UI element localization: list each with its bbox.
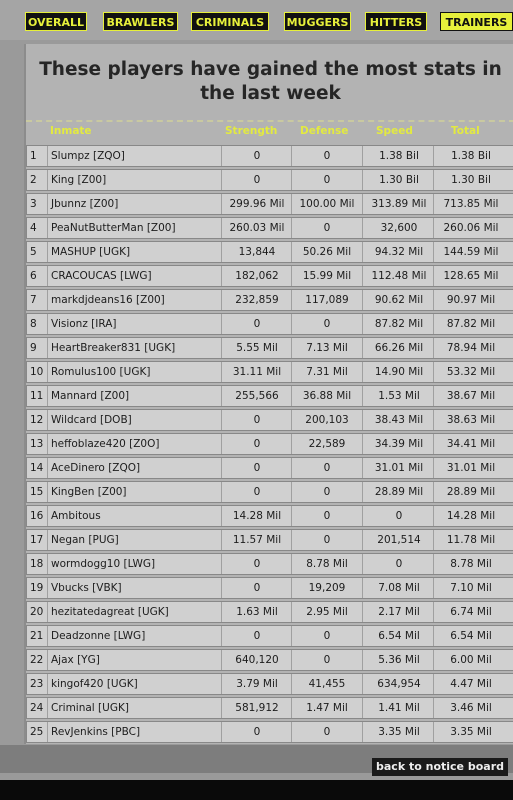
inmate-name[interactable]: Romulus100 [UGK] <box>51 366 151 378</box>
table-row <box>26 577 513 599</box>
column-divider <box>47 266 48 286</box>
inmate-name[interactable]: heffoblaze420 [Z0O] <box>51 438 160 450</box>
strength-cell: 0 <box>253 414 261 426</box>
strength-cell: 0 <box>253 486 261 498</box>
strength-cell: 11.57 Mil <box>232 534 282 546</box>
speed-cell: 94.32 Mil <box>374 246 424 258</box>
inmate-name[interactable]: Criminal [UGK] <box>51 702 129 714</box>
column-divider <box>221 506 222 526</box>
column-divider <box>47 458 48 478</box>
table-row <box>26 625 513 647</box>
inmate-name[interactable]: markdjdeans16 [Z00] <box>51 294 165 306</box>
inmate-name[interactable]: Visionz [IRA] <box>51 318 117 330</box>
defense-cell: 7.31 Mil <box>306 366 348 378</box>
rank-cell: 20 <box>30 606 44 618</box>
column-divider <box>47 578 48 598</box>
defense-cell: 0 <box>323 222 331 234</box>
inmate-name[interactable]: wormdogg10 [LWG] <box>51 558 156 570</box>
strength-cell: 299.96 Mil <box>229 198 285 210</box>
defense-cell: 0 <box>323 318 331 330</box>
total-cell: 34.41 Mil <box>446 438 496 450</box>
column-divider <box>221 458 222 478</box>
inmate-name[interactable]: Ambitous <box>51 510 101 522</box>
strength-cell: 640,120 <box>235 654 279 666</box>
defense-cell: 36.88 Mil <box>302 390 352 402</box>
table-row <box>26 241 513 263</box>
column-divider <box>47 290 48 310</box>
inmate-name[interactable]: Slumpz [ZQO] <box>51 150 125 162</box>
table-row <box>26 721 513 743</box>
column-divider <box>47 242 48 262</box>
defense-cell: 0 <box>323 462 331 474</box>
total-cell: 87.82 Mil <box>446 318 496 330</box>
total-cell: 3.46 Mil <box>450 702 492 714</box>
table-row <box>26 601 513 623</box>
tab-criminals[interactable]: CRIMINALS <box>191 12 269 31</box>
speed-cell: 201,514 <box>377 534 421 546</box>
table-row <box>26 673 513 695</box>
strength-cell: 3.79 Mil <box>236 678 278 690</box>
defense-cell: 2.95 Mil <box>306 606 348 618</box>
column-divider <box>221 290 222 310</box>
column-divider <box>221 266 222 286</box>
table-row <box>26 529 513 551</box>
column-divider <box>47 602 48 622</box>
column-divider <box>47 194 48 214</box>
defense-cell: 0 <box>323 486 331 498</box>
column-divider <box>362 530 363 550</box>
column-divider <box>362 194 363 214</box>
speed-cell: 14.90 Mil <box>374 366 424 378</box>
strength-cell: 0 <box>253 150 261 162</box>
inmate-name[interactable]: kingof420 [UGK] <box>51 678 138 690</box>
column-divider <box>221 410 222 430</box>
speed-cell: 1.53 Mil <box>378 390 420 402</box>
column-divider <box>362 410 363 430</box>
table-row <box>26 481 513 503</box>
speed-cell: 90.62 Mil <box>374 294 424 306</box>
column-divider <box>362 698 363 718</box>
strength-cell: 0 <box>253 726 261 738</box>
rank-cell: 3 <box>30 198 37 210</box>
speed-cell: 634,954 <box>377 678 421 690</box>
table-row <box>26 337 513 359</box>
column-divider <box>47 434 48 454</box>
speed-cell: 28.89 Mil <box>374 486 424 498</box>
defense-cell: 100.00 Mil <box>299 198 355 210</box>
inmate-name[interactable]: Negan [PUG] <box>51 534 119 546</box>
total-cell: 144.59 Mil <box>443 246 499 258</box>
column-divider <box>47 386 48 406</box>
rank-cell: 9 <box>30 342 37 354</box>
defense-cell: 22,589 <box>308 438 346 450</box>
tab-hitters[interactable]: HITTERS <box>365 12 427 31</box>
inmate-name[interactable]: Vbucks [VBK] <box>51 582 122 594</box>
column-divider <box>362 434 363 454</box>
column-divider <box>221 578 222 598</box>
table-row <box>26 385 513 407</box>
total-cell: 11.78 Mil <box>446 534 496 546</box>
table-row <box>26 169 513 191</box>
column-header-defense: Defense <box>300 125 349 137</box>
total-cell: 3.35 Mil <box>450 726 492 738</box>
page-title <box>26 58 513 106</box>
defense-cell: 0 <box>323 174 331 186</box>
rank-cell: 11 <box>30 390 44 402</box>
defense-cell: 19,209 <box>308 582 346 594</box>
defense-cell: 7.13 Mil <box>306 342 348 354</box>
rank-cell: 19 <box>30 582 44 594</box>
total-cell: 7.10 Mil <box>450 582 492 594</box>
rank-cell: 12 <box>30 414 44 426</box>
speed-cell: 3.35 Mil <box>378 726 420 738</box>
inmate-name[interactable]: AceDinero [ZQO] <box>51 462 141 474</box>
strength-cell: 0 <box>253 630 261 642</box>
table-row <box>26 457 513 479</box>
speed-cell: 1.41 Mil <box>378 702 420 714</box>
inmate-name[interactable]: KingBen [Z00] <box>51 486 127 498</box>
back-to-notice-board-link[interactable]: back to notice board <box>372 758 508 776</box>
total-cell: 128.65 Mil <box>443 270 499 282</box>
speed-cell: 1.38 Bil <box>379 150 419 162</box>
rank-cell: 14 <box>30 462 44 474</box>
leaderboard-tabs <box>0 0 513 40</box>
table-header <box>26 120 513 142</box>
rank-cell: 4 <box>30 222 37 234</box>
column-divider <box>362 602 363 622</box>
column-divider <box>221 194 222 214</box>
column-divider <box>221 554 222 574</box>
rank-cell: 18 <box>30 558 44 570</box>
table-row <box>26 193 513 215</box>
total-cell: 28.89 Mil <box>446 486 496 498</box>
strength-cell: 0 <box>253 438 261 450</box>
column-divider <box>362 650 363 670</box>
defense-cell: 0 <box>323 150 331 162</box>
total-cell: 1.38 Bil <box>451 150 491 162</box>
inmate-name[interactable]: HeartBreaker831 [UGK] <box>51 342 176 354</box>
column-divider <box>47 698 48 718</box>
column-divider <box>221 434 222 454</box>
table-row <box>26 697 513 719</box>
rank-cell: 7 <box>30 294 37 306</box>
tab-muggers[interactable]: MUGGERS <box>284 12 351 31</box>
defense-cell: 50.26 Mil <box>302 246 352 258</box>
column-divider <box>362 578 363 598</box>
inmate-name[interactable]: King [Z00] <box>51 174 107 186</box>
table-row <box>26 553 513 575</box>
speed-cell: 87.82 Mil <box>374 318 424 330</box>
defense-cell: 0 <box>323 726 331 738</box>
column-header-total: Total <box>451 125 480 137</box>
table-row <box>26 649 513 671</box>
column-divider <box>47 170 48 190</box>
defense-cell: 8.78 Mil <box>306 558 348 570</box>
footer-strip <box>0 780 513 800</box>
speed-cell: 0 <box>395 510 403 522</box>
table-row <box>26 217 513 239</box>
column-divider <box>47 554 48 574</box>
column-divider <box>362 386 363 406</box>
column-divider <box>362 554 363 574</box>
total-cell: 4.47 Mil <box>450 678 492 690</box>
strength-cell: 5.55 Mil <box>236 342 278 354</box>
total-cell: 260.06 Mil <box>443 222 499 234</box>
page-title-line-1: These players have gained the most stats in <box>39 59 502 80</box>
defense-cell: 15.99 Mil <box>302 270 352 282</box>
rank-cell: 16 <box>30 510 44 522</box>
tab-overall[interactable]: OVERALL <box>25 12 87 31</box>
column-divider <box>362 626 363 646</box>
inmate-name[interactable]: RevJenkins [PBC] <box>51 726 141 738</box>
speed-cell: 6.54 Mil <box>378 630 420 642</box>
inmate-name[interactable]: Deadzonne [LWG] <box>51 630 146 642</box>
rank-cell: 6 <box>30 270 37 282</box>
trainers-panel <box>24 44 513 744</box>
table-row <box>26 433 513 455</box>
defense-cell: 200,103 <box>305 414 349 426</box>
speed-cell: 38.43 Mil <box>374 414 424 426</box>
speed-cell: 313.89 Mil <box>371 198 427 210</box>
defense-cell: 0 <box>323 654 331 666</box>
strength-cell: 1.63 Mil <box>236 606 278 618</box>
column-divider <box>362 458 363 478</box>
total-cell: 713.85 Mil <box>443 198 499 210</box>
defense-cell: 41,455 <box>308 678 346 690</box>
speed-cell: 7.08 Mil <box>378 582 420 594</box>
strength-cell: 581,912 <box>235 702 279 714</box>
table-row <box>26 265 513 287</box>
column-divider <box>47 674 48 694</box>
rank-cell: 21 <box>30 630 44 642</box>
column-divider <box>362 242 363 262</box>
speed-cell: 34.39 Mil <box>374 438 424 450</box>
column-divider <box>362 722 363 742</box>
rank-cell: 23 <box>30 678 44 690</box>
column-divider <box>362 362 363 382</box>
tab-brawlers[interactable]: BRAWLERS <box>103 12 178 31</box>
column-divider <box>221 338 222 358</box>
inmate-name[interactable]: Jbunnz [Z00] <box>51 198 119 210</box>
total-cell: 38.63 Mil <box>446 414 496 426</box>
rank-cell: 22 <box>30 654 44 666</box>
total-cell: 6.74 Mil <box>450 606 492 618</box>
table-row <box>26 313 513 335</box>
rank-cell: 13 <box>30 438 44 450</box>
page-title-line-2: the last week <box>200 83 341 104</box>
column-divider <box>47 530 48 550</box>
column-divider <box>47 722 48 742</box>
defense-cell: 117,089 <box>305 294 349 306</box>
rank-cell: 15 <box>30 486 44 498</box>
inmate-name[interactable]: PeaNutButterMan [Z00] <box>51 222 176 234</box>
strength-cell: 0 <box>253 462 261 474</box>
column-divider <box>47 218 48 238</box>
total-cell: 8.78 Mil <box>450 558 492 570</box>
column-divider <box>362 218 363 238</box>
column-header-speed: Speed <box>376 125 413 137</box>
column-divider <box>221 674 222 694</box>
column-divider <box>47 650 48 670</box>
tab-trainers[interactable]: TRAINERS <box>440 12 513 31</box>
table-row <box>26 145 513 167</box>
inmate-name[interactable]: Mannard [Z00] <box>51 390 130 402</box>
column-divider <box>362 506 363 526</box>
column-header-strength: Strength <box>225 125 278 137</box>
column-divider <box>362 674 363 694</box>
table-row <box>26 505 513 527</box>
column-divider <box>221 698 222 718</box>
total-cell: 90.97 Mil <box>446 294 496 306</box>
rank-cell: 1 <box>30 150 37 162</box>
stats-table <box>26 145 513 745</box>
column-divider <box>47 482 48 502</box>
speed-cell: 5.36 Mil <box>378 654 420 666</box>
column-divider <box>221 170 222 190</box>
speed-cell: 2.17 Mil <box>378 606 420 618</box>
column-divider <box>221 362 222 382</box>
strength-cell: 255,566 <box>235 390 279 402</box>
total-cell: 1.30 Bil <box>451 174 491 186</box>
column-divider <box>221 386 222 406</box>
total-cell: 31.01 Mil <box>446 462 496 474</box>
inmate-name[interactable]: Ajax [YG] <box>51 654 100 666</box>
strength-cell: 182,062 <box>235 270 279 282</box>
column-divider <box>221 650 222 670</box>
column-divider <box>362 338 363 358</box>
strength-cell: 13,844 <box>238 246 276 258</box>
strength-cell: 14.28 Mil <box>232 510 282 522</box>
defense-cell: 0 <box>323 510 331 522</box>
speed-cell: 0 <box>395 558 403 570</box>
total-cell: 6.54 Mil <box>450 630 492 642</box>
column-divider <box>221 626 222 646</box>
strength-cell: 232,859 <box>235 294 279 306</box>
column-divider <box>47 338 48 358</box>
strength-cell: 260.03 Mil <box>229 222 285 234</box>
column-divider <box>221 314 222 334</box>
column-divider <box>362 314 363 334</box>
total-cell: 78.94 Mil <box>446 342 496 354</box>
speed-cell: 112.48 Mil <box>371 270 427 282</box>
column-divider <box>221 242 222 262</box>
rank-cell: 24 <box>30 702 44 714</box>
strength-cell: 0 <box>253 318 261 330</box>
total-cell: 6.00 Mil <box>450 654 492 666</box>
inmate-name[interactable]: CRACOUCAS [LWG] <box>51 270 152 282</box>
speed-cell: 1.30 Bil <box>379 174 419 186</box>
column-divider <box>47 362 48 382</box>
strength-cell: 0 <box>253 558 261 570</box>
defense-cell: 0 <box>323 534 331 546</box>
rank-cell: 10 <box>30 366 44 378</box>
speed-cell: 66.26 Mil <box>374 342 424 354</box>
table-row <box>26 409 513 431</box>
column-header-inmate: Inmate <box>50 125 92 137</box>
column-divider <box>47 410 48 430</box>
column-divider <box>362 266 363 286</box>
column-divider <box>221 146 222 166</box>
inmate-name[interactable]: MASHUP [UGK] <box>51 246 131 258</box>
column-divider <box>362 290 363 310</box>
total-cell: 38.67 Mil <box>446 390 496 402</box>
inmate-name[interactable]: Wildcard [DOB] <box>51 414 132 426</box>
column-divider <box>221 482 222 502</box>
defense-cell: 0 <box>323 630 331 642</box>
rank-cell: 25 <box>30 726 44 738</box>
rank-cell: 17 <box>30 534 44 546</box>
column-divider <box>221 218 222 238</box>
strength-cell: 31.11 Mil <box>232 366 282 378</box>
column-divider <box>47 314 48 334</box>
column-divider <box>47 506 48 526</box>
column-divider <box>221 530 222 550</box>
column-divider <box>362 482 363 502</box>
table-row <box>26 361 513 383</box>
rank-cell: 8 <box>30 318 37 330</box>
column-divider <box>221 722 222 742</box>
rank-cell: 2 <box>30 174 37 186</box>
total-cell: 53.32 Mil <box>446 366 496 378</box>
strength-cell: 0 <box>253 174 261 186</box>
total-cell: 14.28 Mil <box>446 510 496 522</box>
table-row <box>26 289 513 311</box>
column-divider <box>47 626 48 646</box>
column-divider <box>362 146 363 166</box>
speed-cell: 32,600 <box>380 222 418 234</box>
speed-cell: 31.01 Mil <box>374 462 424 474</box>
rank-cell: 5 <box>30 246 37 258</box>
defense-cell: 1.47 Mil <box>306 702 348 714</box>
column-divider <box>221 602 222 622</box>
inmate-name[interactable]: hezitatedagreat [UGK] <box>51 606 169 618</box>
strength-cell: 0 <box>253 582 261 594</box>
column-divider <box>362 170 363 190</box>
column-divider <box>47 146 48 166</box>
